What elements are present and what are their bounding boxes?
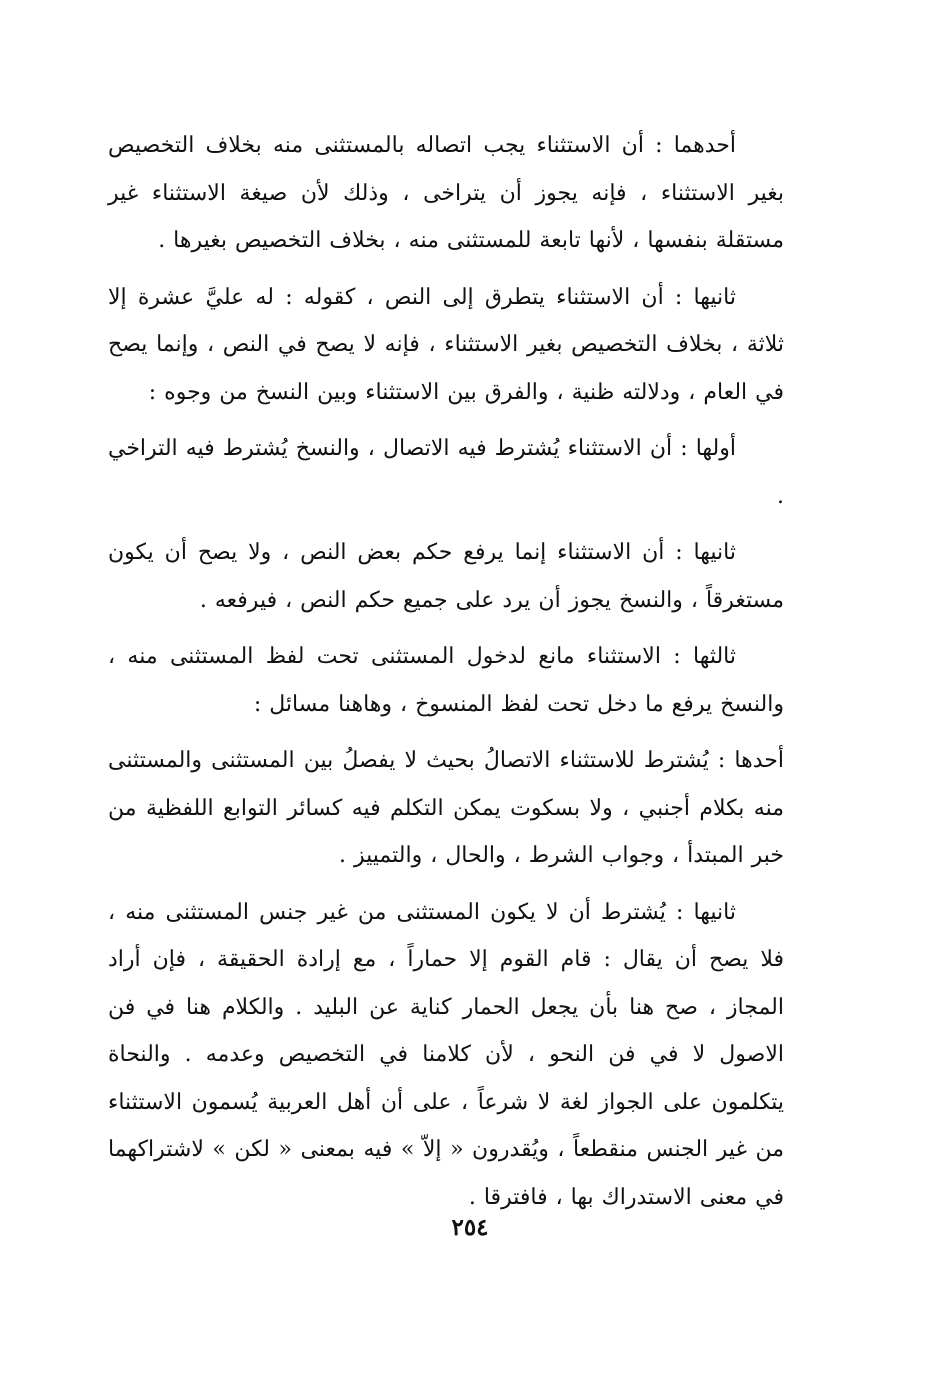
paragraph-5: ثالثها : الاستثناء مانع لدخول المستثنى تحت لفظ المستثنى منه ، والنسخ يرفع ما دخل تحت لفظ المنسوخ ، وهاهنا مسائل :	[108, 644, 784, 717]
paragraph-1: أحدهما : أن الاستثناء يجب اتصاله بالمستثنى منه بخلاف التخصيص بغير الاستثناء ، فإنه يجوز أن يتراخى ، وذلك لأن صيغة الاستثناء غير مستقلة بنفسها ، لأنها تابعة للمستثنى منه ، بخلاف التخصيص بغيرها .	[108, 133, 784, 253]
paragraph-3: أولها : أن الاستثناء يُشترط فيه الاتصال ، والنسخ يُشترط فيه التراخي .	[108, 436, 784, 509]
paragraph-2: ثانيها : أن الاستثناء يتطرق إلى النص ، كقوله : له عليَّ عشرة إلا ثلاثة ، بخلاف التخصيص بغير الاستثناء ، فإنه لا يصح في النص ، وإنما يصح في العام ، ودلالته ظنية ، والفرق بين الاستثناء وبين النسخ من وجوه :	[108, 284, 784, 405]
body-text	[108, 122, 784, 1230]
paragraph-7: ثانيها : يُشترط أن لا يكون المستثنى من غير جنس المستثنى منه ، فلا يصح أن يقال : قام القوم إلا حماراً ، مع إرادة الحقيقة ، فإن أراد المجاز ، صح هنا بأن يجعل الحمار كناية عن البليد . والكلام هنا في فن الاصول لا في فن النحو ، لأن كلامنا في التخصيص وعدمه . والنحاة يتكلمون على الجواز لغة لا شرعاً ، على أن أهل العربية يُسمون الاستثناء من غير الجنس منقطعاً ، ويُقدرون « إلاّ » فيه بمعنى « لكن » لاشتراكهما في معنى الاستدراك بها ، فافترقا .	[108, 899, 784, 1210]
paragraph-6: أحدها : يُشترط للاستثناء الاتصالُ بحيث لا يفصلُ بين المستثنى والمستثنى منه بكلام أجنبي ، ولا بسكوت يمكن التكلم فيه كسائر التوابع اللفظية من خبر المبتدأ ، وجواب الشرط ، والحال ، والتمييز .	[108, 748, 784, 868]
page-number: ٢٥٤	[451, 1214, 489, 1241]
paragraph-4: ثانيها : أن الاستثناء إنما يرفع حكم بعض النص ، ولا يصح أن يكون مستغرقاً ، والنسخ يجوز أن يرد على جميع حكم النص ، فيرفعه .	[108, 540, 784, 613]
